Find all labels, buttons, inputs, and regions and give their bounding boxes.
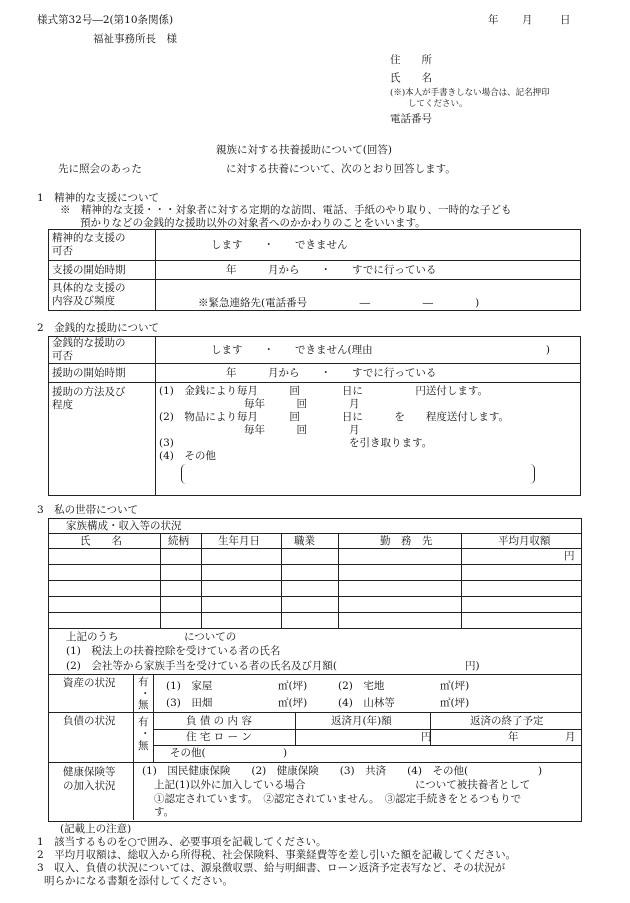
col-name: 氏 名 (80, 535, 122, 547)
insurance-other-close: ) (538, 765, 543, 777)
debt-yes[interactable]: 有 (138, 716, 149, 728)
insurance-label-line2: の加入状況 (63, 780, 116, 792)
document-title: 親族に対する扶養援助について(回答) (216, 144, 392, 156)
note-3: 3 収入、負債の状況については、源泉徴収票、給与明細書、ローン返済予定表写など、その状況が (37, 862, 506, 874)
s1-row3-label-line2: 内容及び頻度 (52, 295, 115, 307)
name-label: 氏 名 (390, 72, 432, 84)
debt-col-end: 返済の終了予定 (470, 715, 544, 727)
debt-col-content: 負 債 の 内 容 (186, 715, 252, 727)
s2-row1-text: します ・ できません(理由 (211, 343, 373, 356)
asset-field: (3) 田畑 (166, 697, 213, 709)
s2-row1-paren: ) (545, 343, 550, 356)
family-row[interactable] (49, 613, 580, 628)
family-allowance-unit: 円) (465, 660, 480, 672)
s1-row3-label-line1: 具体的な支援の (52, 282, 126, 294)
family-row[interactable] (49, 597, 580, 612)
asset-house-unit: ㎡(坪) (278, 680, 308, 692)
section3-heading: 3 私の世帯について (37, 504, 138, 516)
asset-forest: (4) 山林等 (338, 697, 395, 709)
debt-end-month: 月 (565, 731, 576, 743)
insurance-status-cont: す。 (154, 806, 175, 818)
s2-row3-label (49, 383, 156, 496)
section2-table (48, 336, 581, 496)
method-money-line1: (1) 金銭により毎月 回 日に 円送付します。 (159, 385, 489, 397)
s2-row1-label-line1: 金銭的な援助の (52, 337, 126, 349)
address-label: 住 所 (390, 54, 432, 66)
family-heading: 家族構成・収入等の状況 (66, 520, 182, 532)
of-above-label: 上記のうち (66, 631, 119, 643)
method-goods-line1: (2) 物品により毎月 回 日に を 程度送付します。 (159, 411, 510, 423)
intro-part2: に対する扶養について、次のとおり回答します。 (226, 163, 456, 175)
s1-row1-value[interactable]: します ・ できません (156, 230, 581, 261)
section1-table (48, 229, 581, 311)
assets-no[interactable]: 無 (138, 699, 149, 711)
col-relation: 続柄 (168, 535, 189, 547)
s1-row2-value[interactable]: 年 月から ・ すでに行っている (156, 261, 581, 280)
tax-deduction-label: (1) 税法上の扶養控除を受けている者の氏名 (66, 645, 281, 657)
s1-row1-label (49, 230, 156, 261)
section1-note-line2: 預かりなどの金銭的な援助以外の対象者へのかかわりのことをいいます。 (80, 217, 426, 229)
about-label: についての (184, 631, 237, 643)
s2-row1-label-line2: 可否 (52, 350, 73, 362)
debt-other-label: その他( (170, 747, 206, 759)
method-takein-num: (3) (159, 437, 174, 449)
col-occupation: 職業 (294, 535, 315, 547)
s1-row2-label: 支援の開始時期 (49, 261, 156, 280)
date-day-label: 日 (560, 14, 571, 26)
assets-label: 資産の状況 (63, 677, 116, 689)
debt-no[interactable]: 無 (138, 740, 149, 752)
asset-land-unit: ㎡(坪) (440, 680, 470, 692)
asset-house: (1) 家屋 (166, 680, 213, 692)
asset-land: (2) 宅地 (338, 680, 385, 692)
s2-row2-label: 援助の開始時期 (49, 364, 156, 383)
s2-row2-value[interactable]: 年 月から ・ すでに行っている (156, 364, 581, 383)
section1-heading: 1 精神的な支援について (37, 192, 159, 204)
s1-row3-value[interactable]: ※緊急連絡先(電話番号 ― ― ) (156, 280, 581, 311)
asset-field-unit: ㎡(坪) (278, 697, 308, 709)
s2-row3-label-line1: 援助の方法及び (52, 386, 126, 398)
col-birthdate: 生年月日 (218, 535, 260, 547)
form-number: 様式第32号―2(第10条関係) (37, 14, 174, 26)
method-other: (4) その他 (159, 450, 216, 462)
debt-dot: ・ (140, 728, 151, 740)
note-1: 1 該当するものを○で囲み、必要事項を記載してください。 (37, 836, 327, 848)
insurance-options[interactable]: (1) 国民健康保険 (2) 健康保険 (3) 共済 (4) その他( (142, 765, 469, 777)
s2-row1-label (49, 337, 156, 364)
col-workplace: 勤 務 先 (380, 535, 433, 547)
note-2: 2 平均月収額は、総収入から所得税、社会保険料、事業経費等を差し引いた額を記載してください。 (37, 849, 517, 861)
insurance-label-line1: 健康保険等 (63, 766, 116, 778)
asset-forest-unit: ㎡(坪) (440, 697, 470, 709)
intro-part1: 先に照会のあった (58, 163, 142, 175)
s1-row1-label-line2: 可否 (52, 245, 73, 257)
section1-note-line1: ※ 精神的な支援・・・対象者に対する定期的な訪問、電話、手紙のやり取り、一時的な子ども (60, 204, 512, 216)
assets-yes[interactable]: 有 (138, 676, 149, 688)
income-yen: 円 (564, 550, 575, 562)
insurance-other-note: 上記(1)以外に加入している場合 (154, 779, 306, 791)
s2-row3-label-line2: 程度 (52, 399, 73, 411)
s1-row1-label-line1: 精神的な支援の (52, 232, 126, 244)
note-3-cont: 明らかになる書類を添付してください。 (44, 875, 233, 887)
seal-note-line2: してください。 (408, 99, 468, 109)
col-income: 平均月収額 (498, 535, 551, 547)
debt-label: 負債の状況 (63, 715, 116, 727)
notes-heading: (記載上の注意) (60, 823, 132, 835)
insurance-status-options[interactable]: ①認定されています。 ②認定されていません。 ③認定手続きをとるつもりで (154, 793, 522, 805)
method-takein-text: を引き取ります。 (349, 437, 433, 449)
debt-other-close: ) (283, 747, 288, 759)
method-goods-line2: 毎年 回 月 (244, 424, 360, 436)
s1-row3-label (49, 280, 156, 311)
family-allowance-label: (2) 会社等から家族手当を受けている者の氏名及び月額( (66, 660, 337, 672)
family-row[interactable] (49, 565, 580, 580)
method-other-bracket[interactable] (181, 464, 535, 484)
s2-method-cell[interactable] (156, 383, 581, 496)
insurance-dependent-note: について被扶養者として (415, 779, 531, 791)
method-takein-line (159, 437, 577, 450)
method-money-line2: 毎年 回 月 (244, 398, 360, 410)
seal-note-line1: (※)本人が手書きしない場合は、記名押印 (390, 88, 550, 98)
addressee: 福祉事務所長 様 (93, 33, 177, 45)
assets-dot: ・ (140, 688, 151, 700)
date-year-label: 年 (488, 14, 499, 26)
debt-col-repayment: 返済月(年)額 (331, 715, 392, 727)
family-row[interactable] (49, 549, 580, 564)
family-row[interactable] (49, 581, 580, 596)
section2-heading: 2 金銭的な援助について (37, 322, 159, 334)
s2-row1-value[interactable] (156, 337, 581, 364)
date-month-label: 月 (522, 14, 533, 26)
phone-label: 電話番号 (390, 113, 432, 125)
debt-yen: 円 (421, 731, 432, 743)
housing-loan-label: 住 宅 ロ ー ン (186, 731, 252, 743)
debt-end-year: 年 (508, 731, 519, 743)
